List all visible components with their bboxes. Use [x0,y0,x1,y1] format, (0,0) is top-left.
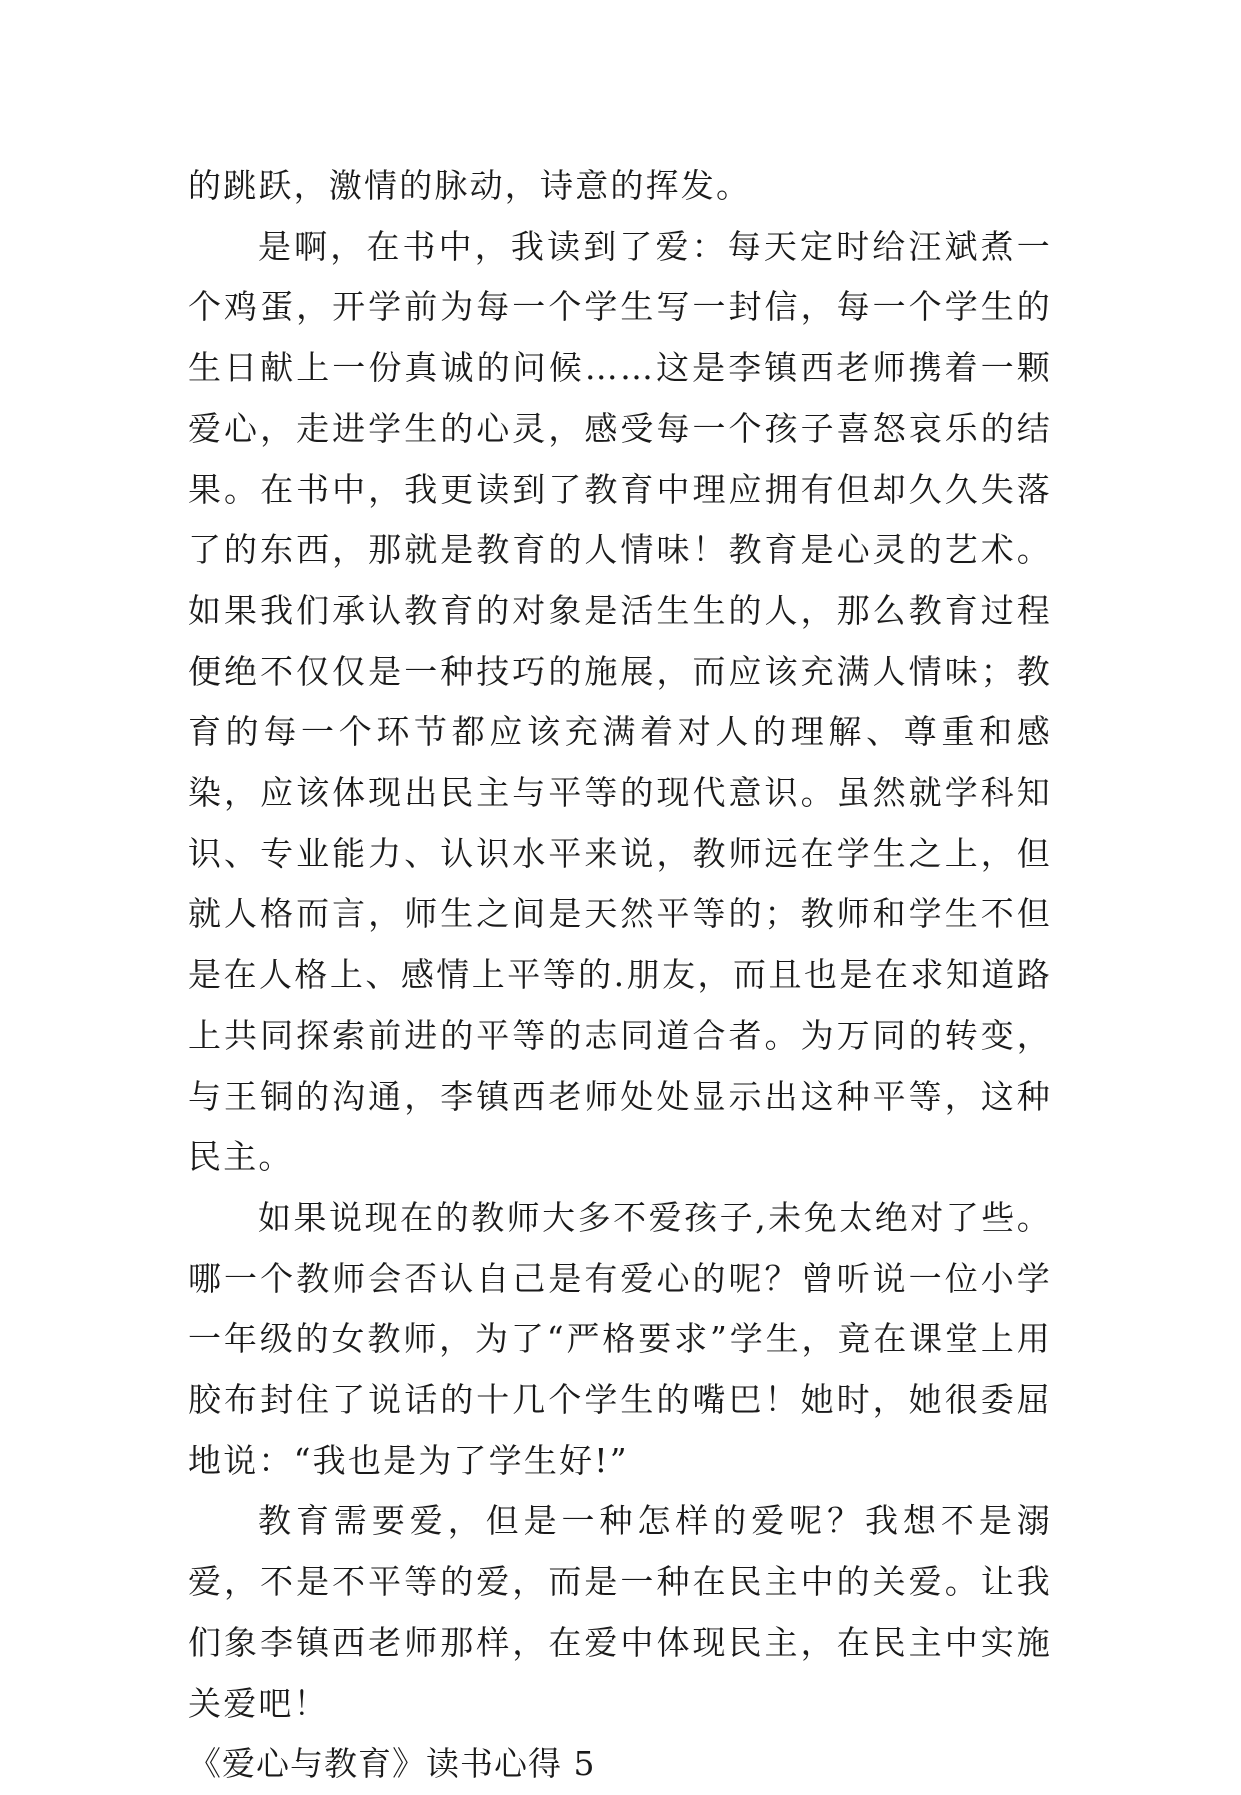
paragraph-continuation: 的跳跃，激情的脉动，诗意的挥发。 [188,166,752,205]
paragraph-reading-love: 是啊，在书中，我读到了爱：每天定时给汪斌煮一个鸡蛋，开学前为每一个学生写一封信，每一个学生的生日献上一份真诚的问候……这是李镇西老师携着一颗爱心，走进学生的心灵，感受每一个孩子喜怒哀乐的结果。在书中，我更读到了教育中理应拥有但却久久失落了的东西，那就是教育的人情味！教育是心灵的艺术。如果我们承认教育的对象是活生生的人，那么教育过程便绝不仅仅是一种技巧的施展，而应该充满人情味；教育的每一个环节都应该充满着对人的理解、尊重和感染，应该体现出民主与平等的现代意识。虽然就学科知识、专业能力、认识水平来说，教师远在学生之上，但就人格而言，师生之间是天然平等的；教师和学生不但是在人格上、感情上平等的.朋友，而且也是在求知道路上共同探索前进的平等的志同道合者。为万同的转变，与王铜的沟通，李镇西老师处处显示出这种平等，这种民主。 [188,226,1052,1177]
section-heading: 《爱心与教育》读书心得 5 [188,1744,596,1784]
paragraph-teacher-example: 如果说现在的教师大多不爱孩子,未免太绝对了些。哪一个教师会否认自己是有爱心的呢？曾听说一位小学一年级的女教师，为了“严格要求”学生，竟在课堂上用胶布封住了说话的十几个学生的嘴巴！她时，她很委屈地说：“我也是为了学生好!” [188,1197,1052,1480]
paragraph-conclusion: 教育需要爱，但是一种怎样的爱呢？我想不是溺爱，不是不平等的爱，而是一种在民主中的关爱。让我们象李镇西老师那样，在爱中体现民主，在民主中实施关爱吧！ [188,1501,1052,1723]
document-body [188,156,1052,1795]
